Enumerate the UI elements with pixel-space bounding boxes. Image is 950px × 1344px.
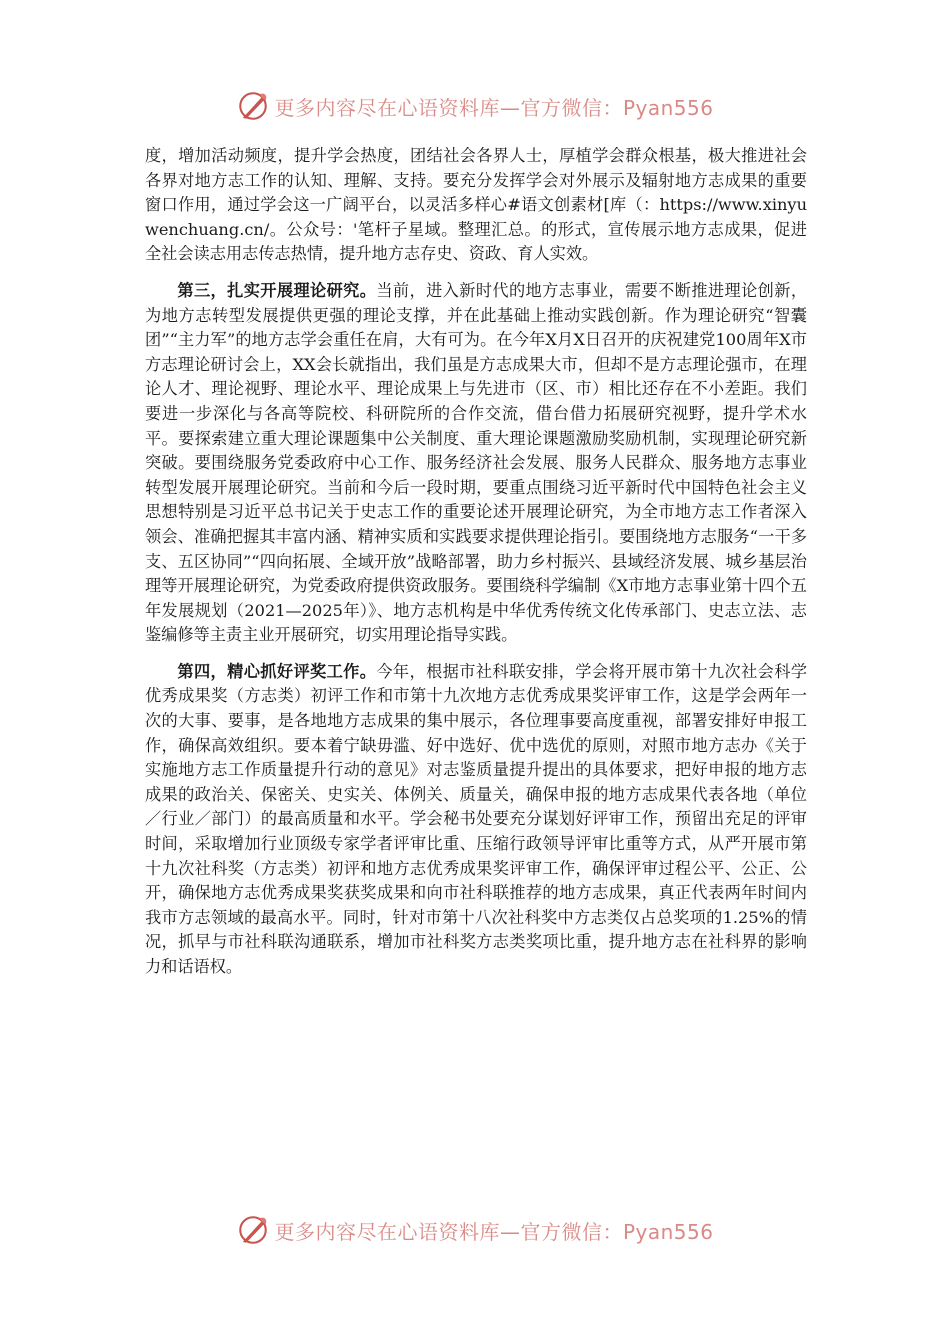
paragraph-3 [145,660,807,980]
quill-pen-logo-icon [236,1213,270,1247]
paragraph-2-text: 当前，进入新时代的地方志事业，需要不断推进理论创新，为地方志转型发展提供更强的理论支撑，并在此基础上推动实践创新。作为理论研究“智囊团”“主力军”的地方志学会重任在肩，大有可为。在今年X月X日召开的庆祝建党100周年X市方志理论研讨会上，XX会长就指出，我们虽是方志成果大市，但却不是方志理论强市，在理论人才、理论视野、理论水平、理论成果上与先进市（区、市）相比还存在不小差距。我们要进一步深化与各高等院校、科研院所的合作交流，借台借力拓展研究视野，提升学术水平。要探索建立重大理论课题集中公关制度、重大理论课题激励奖励机制，实现理论研究新突破。要围绕服务党委政府中心工作、服务经济社会发展、服务人民群众、服务地方志事业转型发展开展理论研究。当前和今后一段时期，要重点围绕习近平新时代中国特色社会主义思想特别是习近平总书记关于史志工作的重要论述开展理论研究，为全市地方志工作者深入领会、准确把握其丰富内涵、精神实质和实践要求提供理论指引。要围绕地方志服务“一干多支、五区协同”“四向拓展、全域开放”战略部署，助力乡村振兴、县域经济发展、城乡基层治理等开展理论研究，为党委政府提供资政服务。要围绕科学编制《X市地方志事业第十四个五年发展规划（2021—2025年）》、地方志机构是中华优秀传统文化传承部门、史志立法、志鉴编修等主责主业开展研究，切实用理论指导实践。 [145,280,808,645]
document-body [145,144,807,992]
banner-text: 更多内容尽在心语资料库—官方微信：Pyan556 [274,95,714,120]
header-banner [0,84,950,128]
paragraph-3-heading: 第四，精心抓好评奖工作。 [177,661,377,681]
paragraph-1-text: 度，增加活动频度，提升学会热度，团结社会各界人士，厚植学会群众根基，极大推进社会各界对地方志工作的认知、理解、支持。要充分发挥学会对外展示及辐射地方志成果的重要窗口作用，通过学会这一广阔平台，以灵活多样心#语文创素材[库（：https://www.xinyuwenchuang.cn/。公众号：'笔杆子星域。整理汇总。的形式，宣传展示地方志成果，促进全社会读志用志传志热情，提升地方志存史、资政、育人实效。 [145,146,807,264]
paragraph-3-text: 今年，根据市社科联安排，学会将开展市第十九次社会科学优秀成果奖（方志类）初评工作和市第十九次地方志优秀成果奖评审工作，这是学会两年一次的大事、要事，是各地地方志成果的集中展示，各位理事要高度重视，部署安排好申报工作，确保高效组织。要本着宁缺毋滥、好中选好、优中选优的原则，对照市地方志办《关于实施地方志工作质量提升行动的意见》对志鉴质量提升提出的具体要求，把好申报的地方志成果的政治关、保密关、史实关、体例关、质量关，确保申报的地方志成果代表各地（单位／行业／部门）的最高质量和水平。学会秘书处要充分谋划好评审工作，预留出充足的评审时间，采取增加行业顶级专家学者评审比重、压缩行政领导评审比重等方式，从严开展市第十九次社科奖（方志类）初评和地方志优秀成果奖评审工作，确保评审过程公平、公正、公开，确保地方志优秀成果奖获奖成果和向市社科联推荐的地方志成果，真正代表两年时间内我市方志领域的最高水平。同时，针对市第十八次社科奖中方志类仅占总奖项的1.25%的情况，抓早与市社科联沟通联系，增加市社科奖方志类奖项比重，提升地方志在社科界的影响力和话语权。 [145,661,808,976]
paragraph-1 [145,144,807,267]
quill-pen-logo-icon [236,89,270,123]
banner-text-footer: 更多内容尽在心语资料库—官方微信：Pyan556 [274,1219,714,1244]
paragraph-2-heading: 第三，扎实开展理论研究。 [177,280,377,300]
footer-banner [0,1208,950,1252]
paragraph-2 [145,279,807,648]
